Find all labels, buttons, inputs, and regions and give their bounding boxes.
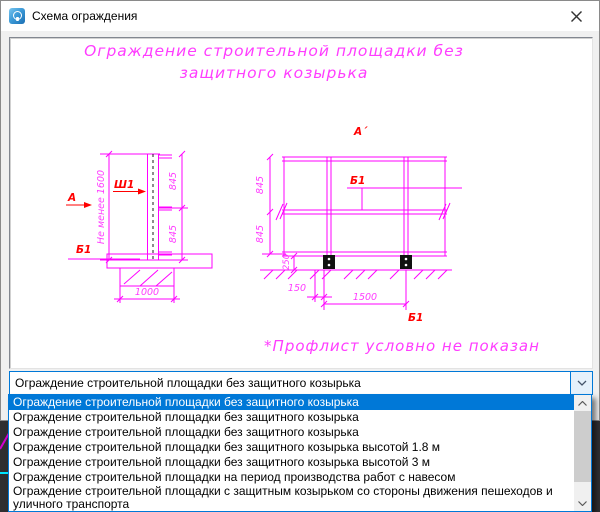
label-sh1: Ш1 — [114, 179, 135, 191]
dim-min-height: Не менее 1600 — [96, 169, 107, 245]
dim-1500: 1500 — [352, 292, 378, 303]
post-anchors — [323, 255, 412, 269]
dropdown-item[interactable]: Ограждение строительной площадки без защитного козырька — [9, 395, 574, 410]
dropdown-scrollbar[interactable] — [574, 395, 591, 511]
drawing-panel — [9, 37, 593, 369]
drawing-title-line2: защитного козырька — [179, 64, 369, 82]
close-icon — [571, 11, 582, 22]
dim-845-top-right: 845 — [255, 175, 266, 195]
scheme-dropdown-list — [8, 394, 592, 512]
chevron-up-icon — [578, 401, 587, 406]
scheme-combobox[interactable] — [9, 371, 593, 395]
label-b1-side: Б1 — [76, 244, 92, 256]
side-view — [68, 151, 212, 303]
dropdown-item[interactable]: Ограждение строительной площадки без защитного козырька — [13, 425, 359, 439]
combobox-dropdown-button[interactable] — [570, 372, 592, 394]
titlebar — [1, 1, 599, 31]
dim-845-top-left: 845 — [168, 171, 179, 191]
chevron-down-icon — [578, 501, 587, 506]
drawing-title-line1: Ограждение строительной площадки без — [84, 42, 464, 60]
scrollbar-thumb[interactable] — [574, 411, 591, 482]
dropdown-item[interactable]: Ограждение строительной площадки без защитного козырька — [13, 410, 359, 424]
dim-845-bottom-right: 845 — [255, 224, 266, 244]
dim-1000: 1000 — [134, 287, 160, 298]
combobox-value[interactable]: Ограждение строительной площадки без защитного козырька — [15, 376, 361, 390]
dim-150: 150 — [287, 283, 307, 294]
dim-845-bottom-left: 845 — [168, 224, 179, 244]
app-icon — [9, 8, 25, 24]
label-b1-front-bottom: Б1 — [408, 312, 424, 324]
drawing-note: *Профлист условно не показан — [264, 337, 540, 355]
close-button[interactable] — [554, 1, 599, 31]
label-b1-front-top: Б1 — [350, 175, 366, 187]
dim-250: 250 — [282, 253, 292, 271]
dropdown-item[interactable]: Ограждение строительной площадки с защитным козырьком со стороны движения пешеходов и уличного транспорта — [13, 485, 553, 511]
section-mark-label: А´ — [354, 126, 368, 138]
dropdown-items — [9, 395, 574, 511]
window-title: Схема ограждения — [32, 9, 138, 23]
chevron-down-icon — [577, 380, 587, 386]
dropdown-item[interactable]: Ограждение строительной площадки без защитного козырька высотой 1.8 м — [13, 440, 441, 454]
dropdown-item[interactable]: Ограждение строительной площадки на период производства работ с навесом — [13, 470, 456, 484]
fence-scheme-drawing — [10, 38, 592, 368]
dropdown-item[interactable]: Ограждение строительной площадки без защитного козырька высотой 3 м — [13, 455, 431, 469]
scroll-down-button[interactable] — [574, 495, 591, 511]
scroll-up-button[interactable] — [574, 395, 591, 411]
label-section-a: А — [68, 192, 77, 204]
